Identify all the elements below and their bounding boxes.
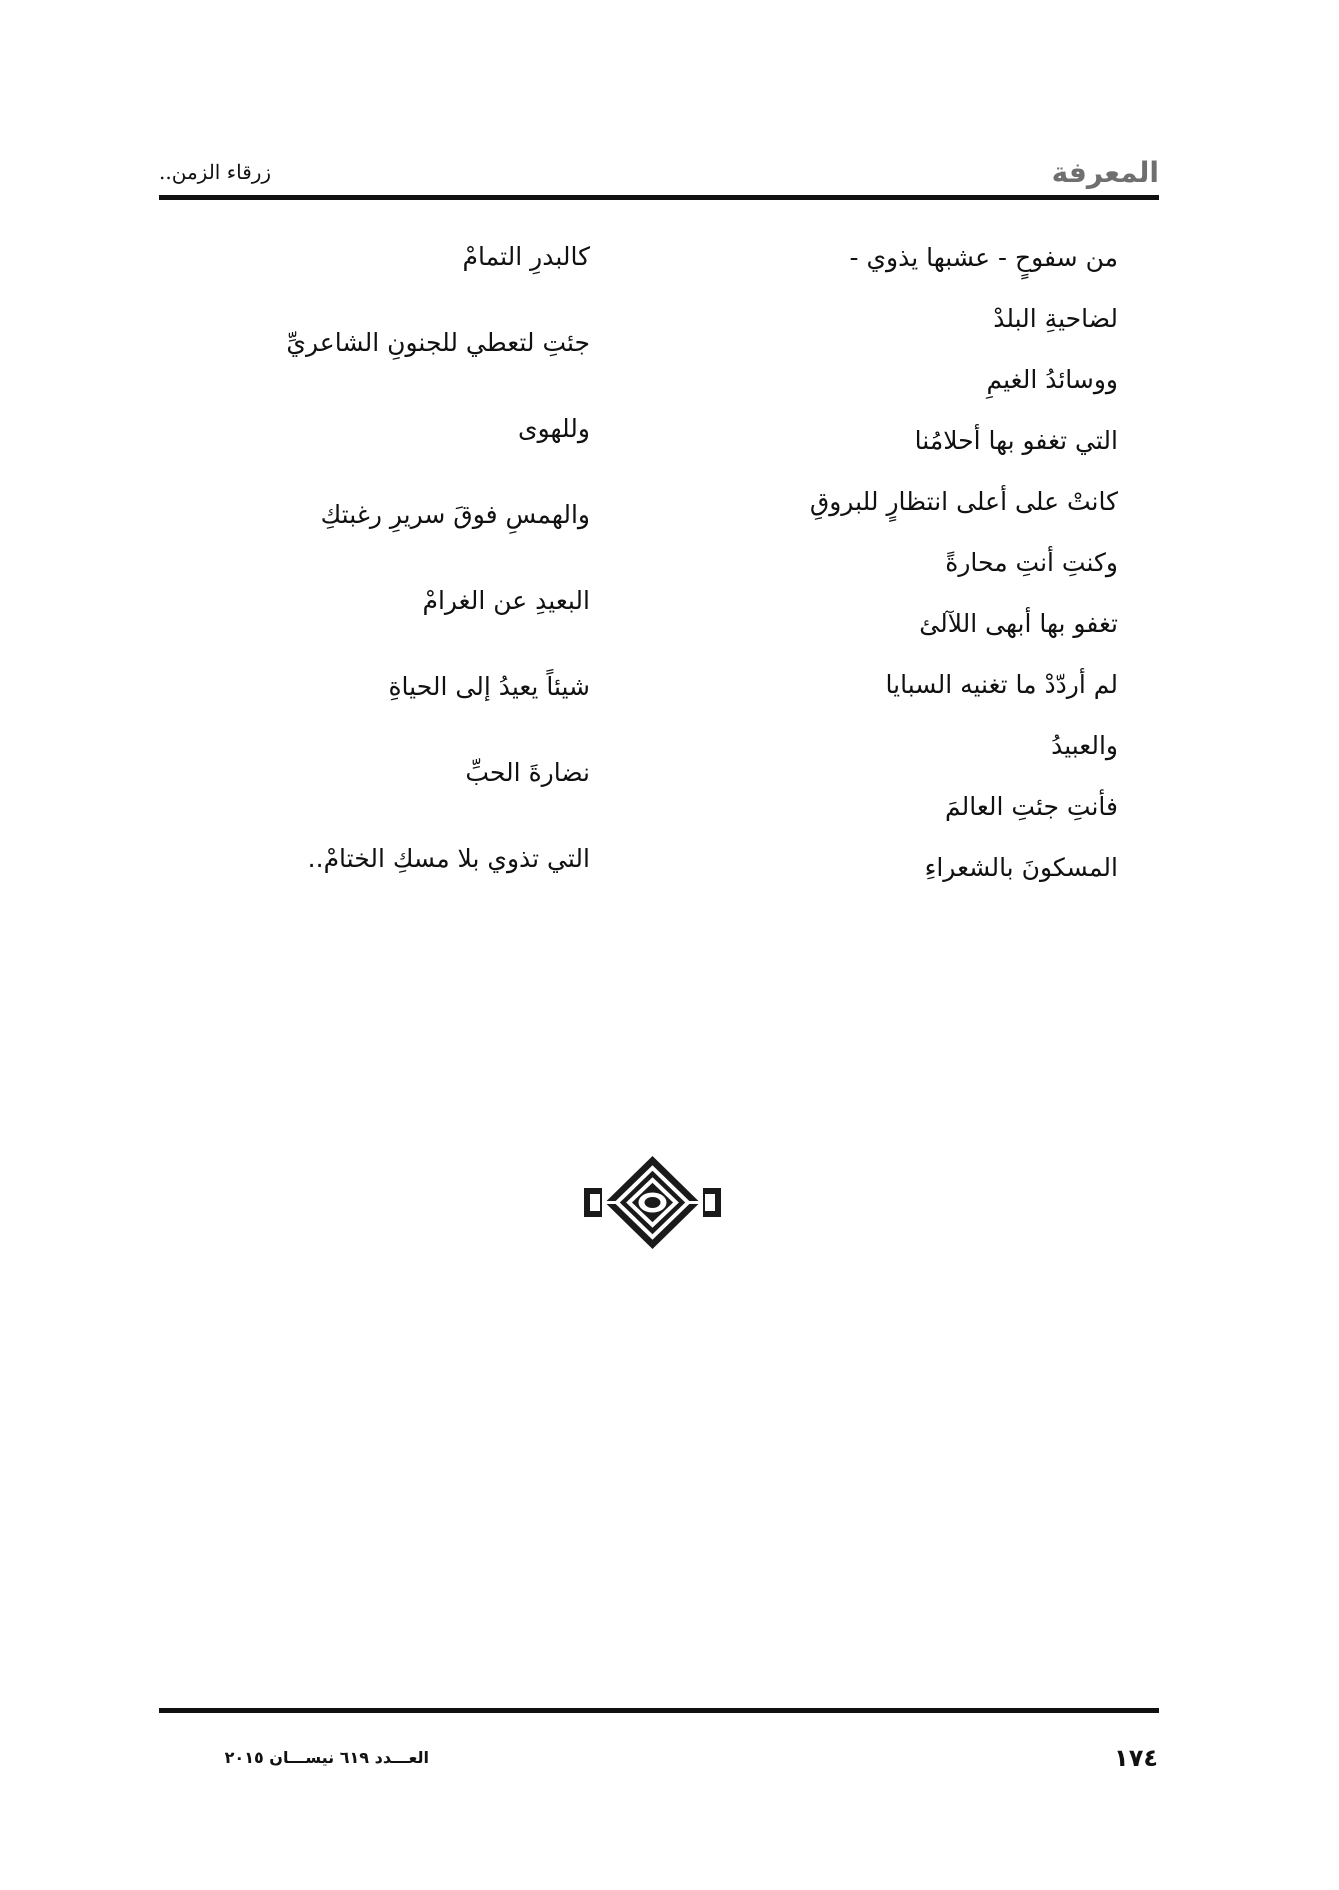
poem-column-right xyxy=(598,238,1118,909)
poem-line: التي تغفو بها أحلامُنا xyxy=(914,426,1118,455)
poem-line: البعيدِ عن الغرامْ xyxy=(422,586,590,615)
issue-info: العـــدد ٦١٩ نيســـان ٢٠١٥ xyxy=(224,1748,429,1767)
page-header xyxy=(159,150,1159,200)
poem-line: فأنتِ جئتِ العالمَ xyxy=(944,792,1118,821)
page-number: ١٧٤ xyxy=(1114,1744,1158,1772)
running-title: زرقاء الزمن.. xyxy=(159,160,272,184)
poem-line: لضاحيةِ البلدْ xyxy=(993,304,1118,333)
poem-line: جئتِ لتعطي للجنونِ الشاعريِّ xyxy=(286,328,590,357)
poem-line: من سفوحٍ - عشبها يذوي - xyxy=(849,243,1118,272)
poem-line: والعبيدُ xyxy=(1051,731,1118,760)
poem-line: كانتْ على أعلى انتظارٍ للبروقِ xyxy=(809,487,1118,516)
poem-line: تغفو بها أبهى اللآلئ xyxy=(919,609,1118,638)
poem-line: التي تذوي بلا مسكِ الختامْ.. xyxy=(307,844,590,873)
poem-line: وكنتِ أنتِ محارةً xyxy=(945,548,1118,577)
poem-line: المسكونَ بالشعراءِ xyxy=(924,853,1118,882)
woven-diamond-ornament-icon xyxy=(580,1150,725,1255)
poem-line: كالبدرِ التمامْ xyxy=(462,242,590,271)
footer-rule xyxy=(159,1708,1159,1713)
poem-line: والهمسِ فوقَ سريرِ رغبتكِ xyxy=(320,500,590,529)
poem-line: لم أردّدْ ما تغنيه السبايا xyxy=(885,670,1118,699)
poem-line: شيئاً يعيدُ إلى الحياةِ xyxy=(388,672,590,701)
poem-line: وللهوى xyxy=(518,414,590,443)
poem-line: نضارةَ الحبِّ xyxy=(465,758,590,787)
poem-column-left xyxy=(170,237,590,925)
header-rule xyxy=(159,195,1159,200)
poem-line: ووسائدُ الغيمِ xyxy=(986,365,1118,394)
journal-logo: المعرفة xyxy=(1051,156,1159,189)
